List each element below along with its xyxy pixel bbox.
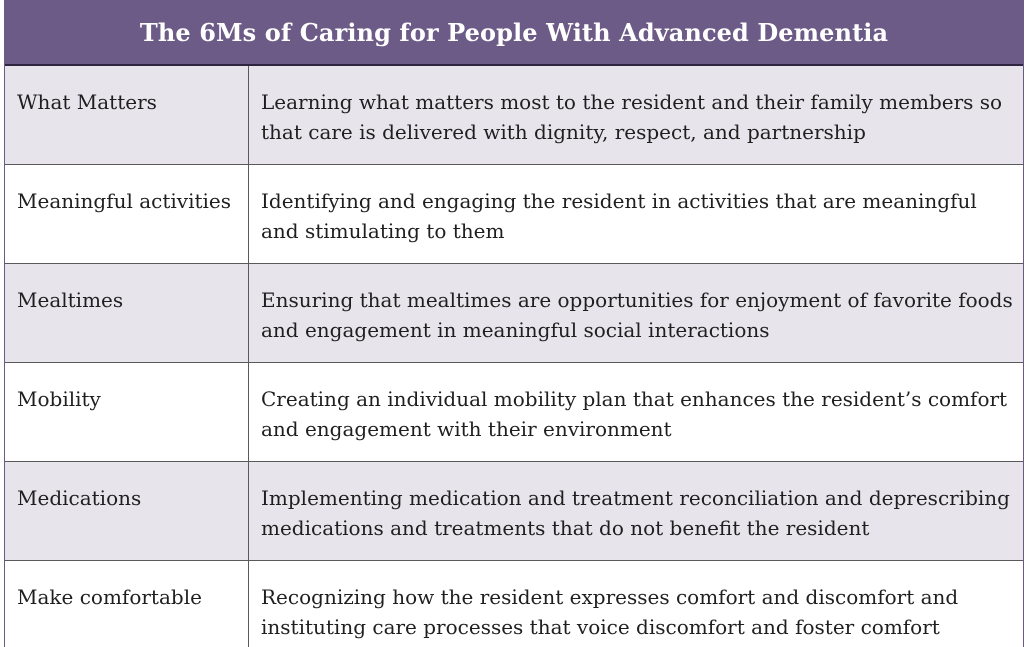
six-ms-table bbox=[4, 0, 1024, 647]
table-body bbox=[5, 66, 1023, 647]
table-row bbox=[5, 363, 1023, 462]
row-description: Recognizing how the resident expresses comfort and discomfort and instituting care processes that voice discomfort and foster comfort bbox=[261, 585, 959, 639]
row-label: Mobility bbox=[5, 363, 249, 461]
table-row bbox=[5, 561, 1023, 647]
row-label: Medications bbox=[5, 462, 249, 560]
row-description: Creating an individual mobility plan that enhances the resident’s comfort and engagement with their environment bbox=[261, 387, 1008, 441]
table-title: The 6Ms of Caring for People With Advanced Dementia bbox=[5, 0, 1023, 66]
row-label: Make comfortable bbox=[5, 561, 249, 647]
table-row bbox=[5, 66, 1023, 165]
table-row bbox=[5, 165, 1023, 264]
table-row bbox=[5, 462, 1023, 561]
row-description: Ensuring that mealtimes are opportunities for enjoyment of favorite foods and engagement in meaningful social interactions bbox=[261, 288, 1013, 342]
row-label: Mealtimes bbox=[5, 264, 249, 362]
row-description: Implementing medication and treatment reconciliation and deprescribing medications and treatments that do not benefit the resident bbox=[261, 486, 1010, 540]
row-description: Learning what matters most to the resident and their family members so that care is delivered with dignity, respect, and partnership bbox=[261, 90, 1003, 144]
row-label: Meaningful activities bbox=[5, 165, 249, 263]
table-row bbox=[5, 264, 1023, 363]
row-label: What Matters bbox=[5, 66, 249, 164]
row-description: Identifying and engaging the resident in activities that are meaningful and stimulating to them bbox=[261, 189, 977, 243]
